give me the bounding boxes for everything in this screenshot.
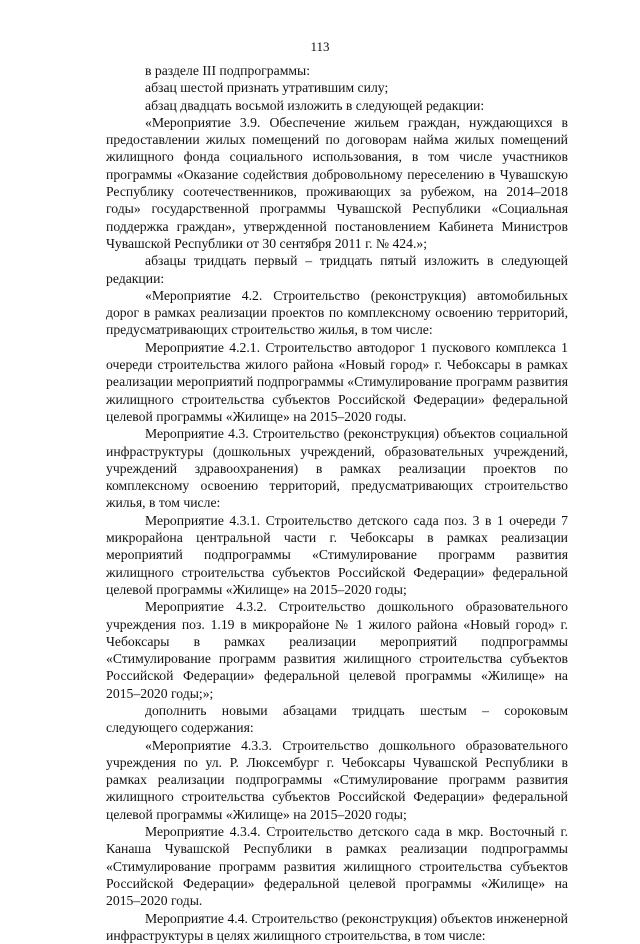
- paragraph: Мероприятие 4.2.1. Строительство автодорог 1 пускового комплекса 1 очереди строительства жилого района «Новый город» г. Чебоксары в рамках реализации мероприятий подпрограммы «Стимулирование программ развития жилищного строительства субъектов Российской Федерации» федеральной целевой программы «Жилище» на 2015–2020 годы.: [106, 339, 568, 424]
- paragraph: Мероприятие 4.3.1. Строительство детского сада поз. 3 в 1 очереди 7 микрорайона центральной части г. Чебоксары в рамках реализации мероприятий подпрограммы «Стимулирование программ развития жилищного строительства субъектов Российской Федерации» федеральной целевой программы «Жилище» на 2015–2020 годы;: [106, 512, 568, 597]
- paragraph: «Мероприятие 4.2. Строительство (реконструкция) автомобильных дорог в рамках реализации проектов по комплексному освоению территорий, предусматривающих строительство жилья, в том числе:: [106, 287, 568, 338]
- paragraph: абзацы тридцать первый – тридцать пятый изложить в следующей редакции:: [106, 253, 568, 286]
- paragraph: абзац двадцать восьмой изложить в следующей редакции:: [145, 97, 485, 113]
- paragraph: Мероприятие 4.3.2. Строительство дошкольного образовательного учреждения поз. 1.19 в микрорайоне № 1 жилого района «Новый город» г. Чебоксары в рамках реализации мероприятий подпрограммы «Стимулирование программ развития жилищного строительства субъектов Российской Федерации» федеральной целевой программы «Жилище» на 2015–2020 годы;»;: [106, 599, 568, 701]
- paragraph: Мероприятие 4.4. Строительство (реконструкция) объектов инженерной инфраструктуры в целях жилищного строительства, в том числе:: [106, 910, 568, 943]
- page-number: 113: [310, 39, 330, 54]
- paragraph: дополнить новыми абзацами тридцать шестым – сороковым следующего содержания:: [106, 702, 568, 736]
- paragraph: «Мероприятие 4.3.3. Строительство дошкольного образовательного учреждения по ул. Р. Люксембург г. Чебоксары Чувашской Республики в рамках реализации подпрограммы «Стимулирование программ развития жилищного строительства субъектов Российской Федерации» федеральной целевой программы «Жилище» на 2015–2020 годы;: [106, 737, 568, 822]
- paragraph: «Мероприятие 3.9. Обеспечение жильем граждан, нуждающихся в предоставлении жилых помещений по договорам найма жилых помещений жилищного фонда социального использования, в том числе участников программы «Оказание содействия добровольному переселению в Чувашскую Республику соотечественников, проживающих за рубежом, на 2014–2018 годы» государственной программы Чувашской Республики «Социальная поддержка граждан», утвержденной постановлением Кабинета Министров Чувашской Республики от 30 сентября 2011 г. № 424.»;: [106, 114, 568, 251]
- paragraph: абзац шестой признать утратившим силу;: [145, 80, 389, 96]
- paragraph: Мероприятие 4.3.4. Строительство детского сада в мкр. Восточный г. Канаша Чувашской Республики в рамках реализации подпрограммы «Стимулирование программ развития жилищного строительства субъектов Российской Федерации» федеральной целевой программы «Жилище» на 2015–2020 годы.: [106, 824, 568, 909]
- document-body: [106, 62, 568, 944]
- paragraph: в разделе III подпрограммы:: [145, 63, 311, 78]
- paragraph: Мероприятие 4.3. Строительство (реконструкция) объектов социальной инфраструктуры (дошкольных учреждений, образовательных учреждений, учреждений здравоохранения) в рамках реализации проектов по комплексному освоению территорий, предусматривающих строительство жилья, в том числе:: [106, 426, 568, 511]
